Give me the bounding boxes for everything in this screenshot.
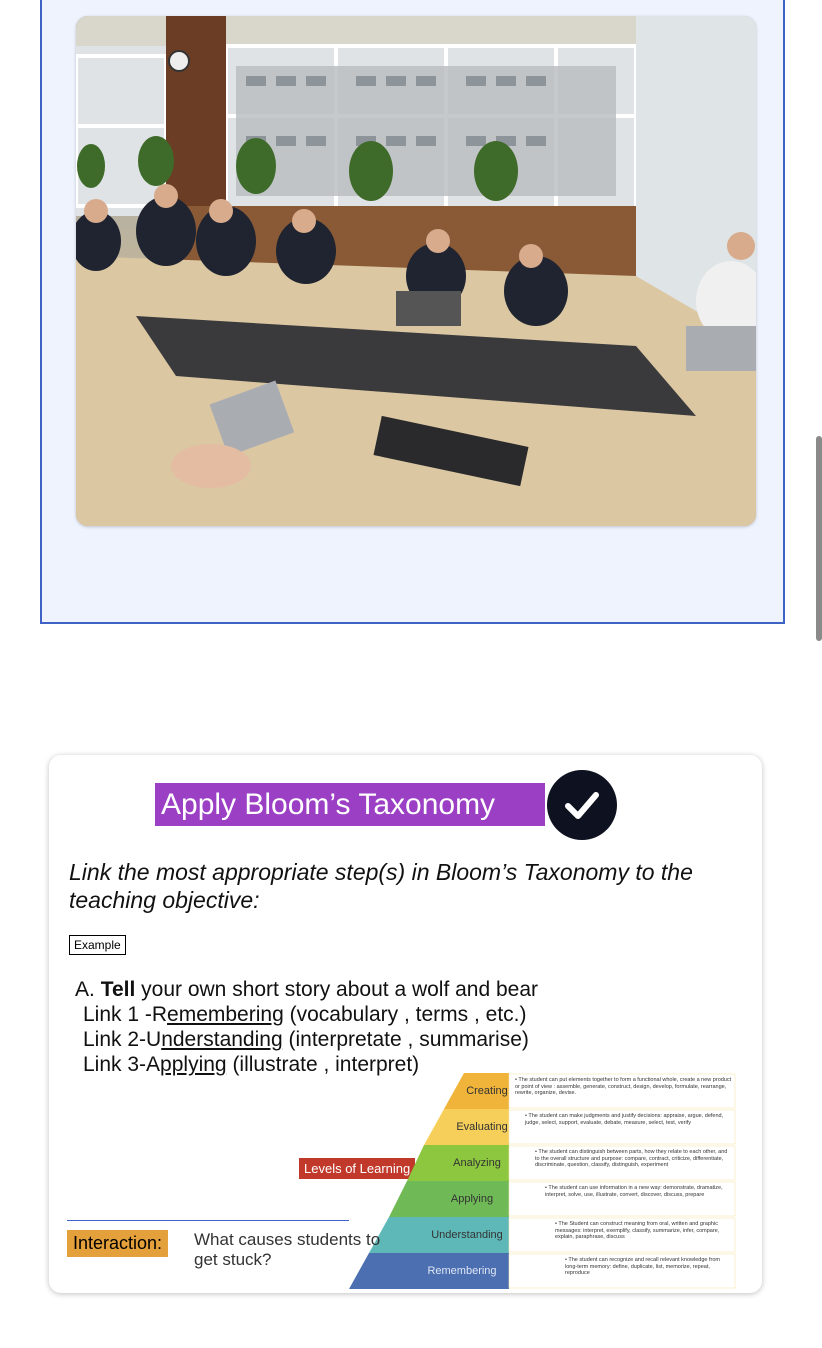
- level-label-analyzing: Analyzing: [453, 1157, 501, 1169]
- level-desc-creating: • The student can put elements together to form a functional whole, create a new product or point of view : assemble, generate, construct, design, develop, formulate, rearrange, rewrite, organize, devise.: [515, 1077, 732, 1096]
- slide-prompt: Link the most appropriate step(s) in Bloom’s Taxonomy to the teaching objective:: [69, 859, 693, 913]
- task-block: [75, 977, 538, 1077]
- link-2: Link 2-Understanding (interpretate , summarise): [83, 1028, 529, 1051]
- level-label-understanding: Understanding: [431, 1229, 503, 1241]
- task-rest: your own short story about a wolf and bear: [135, 978, 539, 1001]
- photo-illustration: [76, 16, 756, 526]
- photo-card: [40, 0, 785, 624]
- levels-of-learning-tag: Levels of Learning: [299, 1158, 415, 1179]
- scrollbar-thumb[interactable]: [816, 436, 822, 641]
- level-label-remembering: Remembering: [427, 1265, 497, 1277]
- interaction-question: What causes students to get stuck?: [194, 1230, 381, 1269]
- meeting-room-photo[interactable]: [76, 16, 756, 526]
- level-label-creating: Creating: [466, 1085, 508, 1097]
- divider: [67, 1220, 349, 1221]
- level-desc-remembering: • The student can recognize and recall relevant knowledge from long-term memory: define, duplicate, list, memorize, repeat, reproduce: [565, 1257, 720, 1276]
- level-label-applying: Applying: [450, 1193, 494, 1205]
- checkmark-icon: [547, 770, 617, 840]
- task-verb: Tell: [100, 978, 136, 1001]
- link-3: Link 3-Applying (illustrate , interpret): [83, 1053, 420, 1076]
- level-desc-applying: • The student can use information in a new way: demonstrate, dramatize, interpret, solve, use, illustrate, convert, discover, discuss, prepare: [545, 1185, 723, 1198]
- task-letter: A.: [75, 978, 95, 1001]
- task-line: [75, 977, 538, 1002]
- link-1: Link 1 -Remembering (vocabulary , terms , etc.): [83, 1003, 527, 1026]
- interaction-tag: Interaction:: [67, 1230, 168, 1257]
- level-desc-analyzing: • The student can distinguish between parts, how they relate to each other, and to the overall structure and purpose: compare, contract, criticize, differentiate, discriminate, question, classify, distinguish, experiment: [535, 1149, 728, 1168]
- bloom-slide: [49, 755, 762, 1293]
- level-desc-evaluating: • The student can make judgments and justify decisions: appraise, argue, defend, judge, select, support, evaluate, debate, measure, select, test, verify: [525, 1113, 724, 1126]
- example-tag: Example: [69, 935, 126, 955]
- slide-title: Apply Bloom’s Taxonomy: [155, 783, 545, 826]
- level-label-evaluating: Evaluating: [456, 1121, 508, 1133]
- level-desc-understanding: • The Student can construct meaning from oral, written and graphic messages: interpret, exemplify, classify, summarize, infer, compare, explain, paraphrase, discuss: [555, 1221, 720, 1240]
